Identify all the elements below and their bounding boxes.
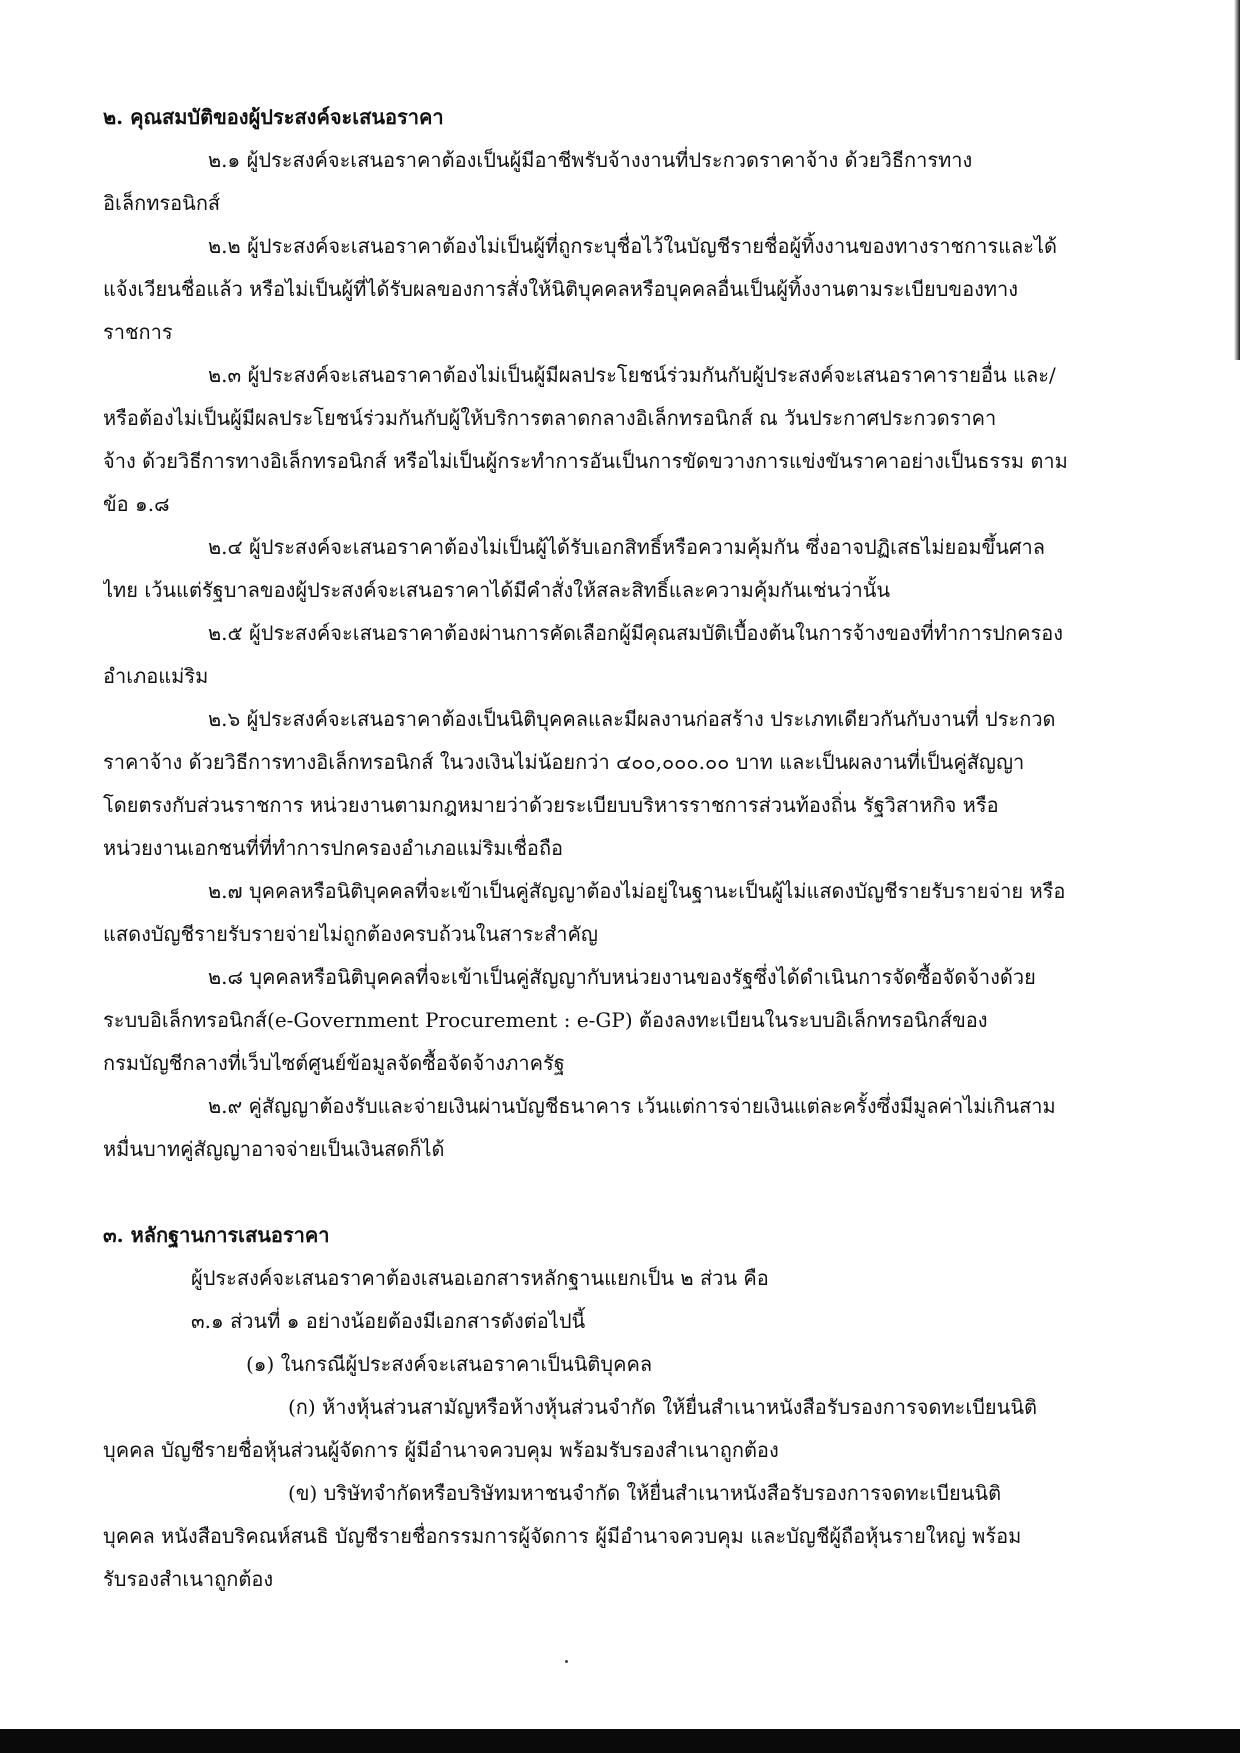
scan-bottom-border xyxy=(0,1729,1240,1753)
clause-2-6-line-4: หน่วยงานเอกชนที่ที่ทำการปกครองอำเภอแม่ริมเชื่อถือ xyxy=(103,836,564,860)
clause-2-1-line-2: อิเล็กทรอนิกส์ xyxy=(103,191,221,215)
clause-2-3-line-3: จ้าง ด้วยวิธีการทางอิเล็กทรอนิกส์ หรือไม่เป็นผู้กระทำการอันเป็นการขัดขวางการแข่งขันราคาอย่างเป็นธรรม ตาม xyxy=(103,449,1068,473)
section-3-intro: ผู้ประสงค์จะเสนอราคาต้องเสนอเอกสารหลักฐานแยกเป็น ๒ ส่วน คือ xyxy=(191,1266,769,1290)
clause-2-6-line-3: โดยตรงกับส่วนราชการ หน่วยงานตามกฎหมายว่าด้วยระเบียบบริหารราชการส่วนท้องถิ่น รัฐวิสาหกิจ หรือ xyxy=(103,793,999,817)
clause-3-1-item-a-line-1: (ก) ห้างหุ้นส่วนสามัญหรือห้างหุ้นส่วนจำกัด ให้ยื่นสำเนาหนังสือรับรองการจดทะเบียนนิติ xyxy=(288,1395,1037,1419)
clause-3-1-item-1: (๑) ในกรณีผู้ประสงค์จะเสนอราคาเป็นนิติบุคคล xyxy=(246,1352,653,1376)
clause-2-8-line-2: ระบบอิเล็กทรอนิกส์(e-Government Procurement : e-GP) ต้องลงทะเบียนในระบบอิเล็กทรอนิกส์ของ xyxy=(103,1008,988,1032)
clause-2-8-line-1: ๒.๘ บุคคลหรือนิติบุคคลที่จะเข้าเป็นคู่สัญญากับหน่วยงานของรัฐซึ่งได้ดำเนินการจัดซื้อจัดจ้างด้วย xyxy=(208,965,1036,989)
clause-2-1-line-1: ๒.๑ ผู้ประสงค์จะเสนอราคาต้องเป็นผู้มีอาชีพรับจ้างงานที่ประกวดราคาจ้าง ด้วยวิธีการทาง xyxy=(208,148,973,172)
clause-2-5-line-2: อำเภอแม่ริม xyxy=(103,664,209,688)
section-3-heading: ๓. หลักฐานการเสนอราคา xyxy=(103,1223,330,1247)
clause-2-2-line-3: ราชการ xyxy=(103,320,173,344)
section-spacer xyxy=(103,1171,1113,1214)
clause-2-2-line-1: ๒.๒ ผู้ประสงค์จะเสนอราคาต้องไม่เป็นผู้ที่ถูกระบุชื่อไว้ในบัญชีรายชื่อผู้ทิ้งงานของทางราชการและได้ xyxy=(208,234,1058,258)
clause-3-1-item-a-line-2: บุคคล บัญชีรายชื่อหุ้นส่วนผู้จัดการ ผู้มีอำนาจควบคุม พร้อมรับรองสำเนาถูกต้อง xyxy=(103,1438,779,1462)
clause-2-8-line-3: กรมบัญชีกลางที่เว็บไซต์ศูนย์ข้อมูลจัดซื้อจัดจ้างภาครัฐ xyxy=(103,1051,565,1075)
scan-speck xyxy=(565,1660,568,1663)
clause-2-4-line-1: ๒.๔ ผู้ประสงค์จะเสนอราคาต้องไม่เป็นผู้ได้รับเอกสิทธิ์หรือความคุ้มกัน ซึ่งอาจปฏิเสธไม่ยอมขึ้นศาล xyxy=(208,535,1046,559)
clause-2-3-line-2: หรือต้องไม่เป็นผู้มีผลประโยชน์ร่วมกันกับผู้ให้บริการตลาดกลางอิเล็กทรอนิกส์ ณ วันประกาศประกวดราคา xyxy=(103,406,997,430)
clause-2-9-line-2: หมื่นบาทคู่สัญญาอาจจ่ายเป็นเงินสดก็ได้ xyxy=(103,1137,445,1161)
clause-2-6-line-2: ราคาจ้าง ด้วยวิธีการทางอิเล็กทรอนิกส์ ในวงเงินไม่น้อยกว่า ๔๐๐,๐๐๐.๐๐ บาท และเป็นผลงานที่เป็นคู่สัญญา xyxy=(103,750,1025,774)
clause-3-1-item-b-line-1: (ข) บริษัทจำกัดหรือบริษัทมหาชนจำกัด ให้ยื่นสำเนาหนังสือรับรองการจดทะเบียนนิติ xyxy=(288,1481,1002,1505)
clause-3-1-item-b-line-3: รับรองสำเนาถูกต้อง xyxy=(103,1567,274,1591)
clause-3-1: ๓.๑ ส่วนที่ ๑ อย่างน้อยต้องมีเอกสารดังต่อไปนี้ xyxy=(191,1309,586,1333)
clause-2-3-line-1: ๒.๓ ผู้ประสงค์จะเสนอราคาต้องไม่เป็นผู้มีผลประโยชน์ร่วมกันกับผู้ประสงค์จะเสนอราคารายอื่น และ/ xyxy=(208,363,1056,387)
scan-edge-shadow xyxy=(1234,0,1240,360)
document-body xyxy=(103,96,1113,1601)
clause-2-2-line-2: แจ้งเวียนชื่อแล้ว หรือไม่เป็นผู้ที่ได้รับผลของการสั่งให้นิติบุคคลหรือบุคคลอื่นเป็นผู้ทิ้งงานตามระเบียบของทาง xyxy=(103,277,1019,301)
clause-2-4-line-2: ไทย เว้นแต่รัฐบาลของผู้ประสงค์จะเสนอราคาได้มีคำสั่งให้สละสิทธิ์และความคุ้มกันเช่นว่านั้น xyxy=(103,578,891,602)
clause-2-7-line-1: ๒.๗ บุคคลหรือนิติบุคคลที่จะเข้าเป็นคู่สัญญาต้องไม่อยู่ในฐานะเป็นผู้ไม่แสดงบัญชีรายรับรายจ่าย หรือ xyxy=(208,879,1066,903)
clause-2-7-line-2: แสดงบัญชีรายรับรายจ่ายไม่ถูกต้องครบถ้วนในสาระสำคัญ xyxy=(103,922,598,946)
clause-2-3-line-4: ข้อ ๑.๘ xyxy=(103,492,170,516)
section-2-heading: ๒. คุณสมบัติของผู้ประสงค์จะเสนอราคา xyxy=(103,105,444,129)
clause-2-6-line-1: ๒.๖ ผู้ประสงค์จะเสนอราคาต้องเป็นนิติบุคคลและมีผลงานก่อสร้าง ประเภทเดียวกันกับงานที่ ประกวด xyxy=(208,707,1056,731)
clause-2-5-line-1: ๒.๕ ผู้ประสงค์จะเสนอราคาต้องผ่านการคัดเลือกผู้มีคุณสมบัติเบื้องต้นในการจ้างของที่ทำการปกครอง xyxy=(208,621,1064,645)
clause-2-9-line-1: ๒.๙ คู่สัญญาต้องรับและจ่ายเงินผ่านบัญชีธนาคาร เว้นแต่การจ่ายเงินแต่ละครั้งซึ่งมีมูลค่าไม่เกินสาม xyxy=(208,1094,1056,1118)
clause-3-1-item-b-line-2: บุคคล หนังสือบริคณห์สนธิ บัญชีรายชื่อกรรมการผู้จัดการ ผู้มีอำนาจควบคุม และบัญชีผู้ถือหุ้นรายใหญ่ พร้อม xyxy=(103,1524,1022,1548)
